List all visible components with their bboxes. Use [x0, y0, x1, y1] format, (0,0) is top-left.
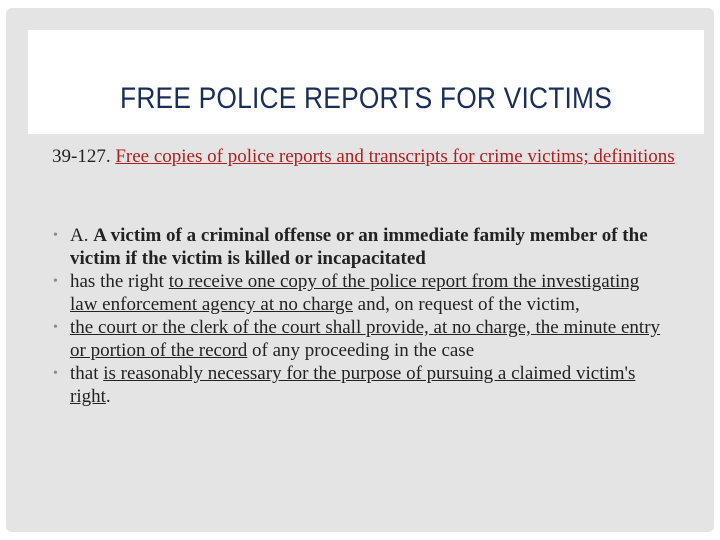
bullet-text: that — [70, 363, 104, 384]
statute-number: 39-127. — [52, 146, 111, 167]
bullet-underlined-text: the court or the clerk of the court shall provide, at no charge, the minute entry or portion of the record — [70, 317, 661, 361]
bullet-lead: A. — [70, 225, 89, 246]
slide-title: FREE POLICE REPORTS FOR VICTIMS — [120, 82, 612, 115]
statute-heading — [52, 146, 692, 168]
bullet-icon: • — [53, 228, 58, 243]
bullet-item — [50, 224, 670, 270]
bullet-icon: • — [53, 320, 58, 335]
bullet-underlined-text: is reasonably necessary for the purpose of pursuing a claimed victim's right — [70, 363, 636, 407]
bullet-text: and, on request of the victim, — [352, 294, 580, 315]
bullet-icon: • — [53, 274, 58, 289]
statute-title-link[interactable]: Free copies of police reports and transcripts for crime victims; definitions — [115, 146, 675, 167]
bullet-text: has the right — [70, 271, 169, 292]
bullet-text: of any proceeding in the case — [247, 340, 475, 361]
bullet-text: . — [105, 386, 111, 407]
bullet-item — [50, 362, 670, 408]
bullet-list — [50, 224, 670, 408]
bullet-icon: • — [53, 366, 58, 381]
bullet-item — [50, 316, 670, 362]
title-banner — [28, 30, 704, 134]
bullet-bold-text: A victim of a criminal offense or an immediate family member of the victim if the victim is killed or incapacitated — [70, 225, 648, 269]
bullet-item — [50, 270, 670, 316]
bullet-underlined-text: to receive one copy of the police report from the investigating law enforcement agency at no charge — [70, 271, 640, 315]
